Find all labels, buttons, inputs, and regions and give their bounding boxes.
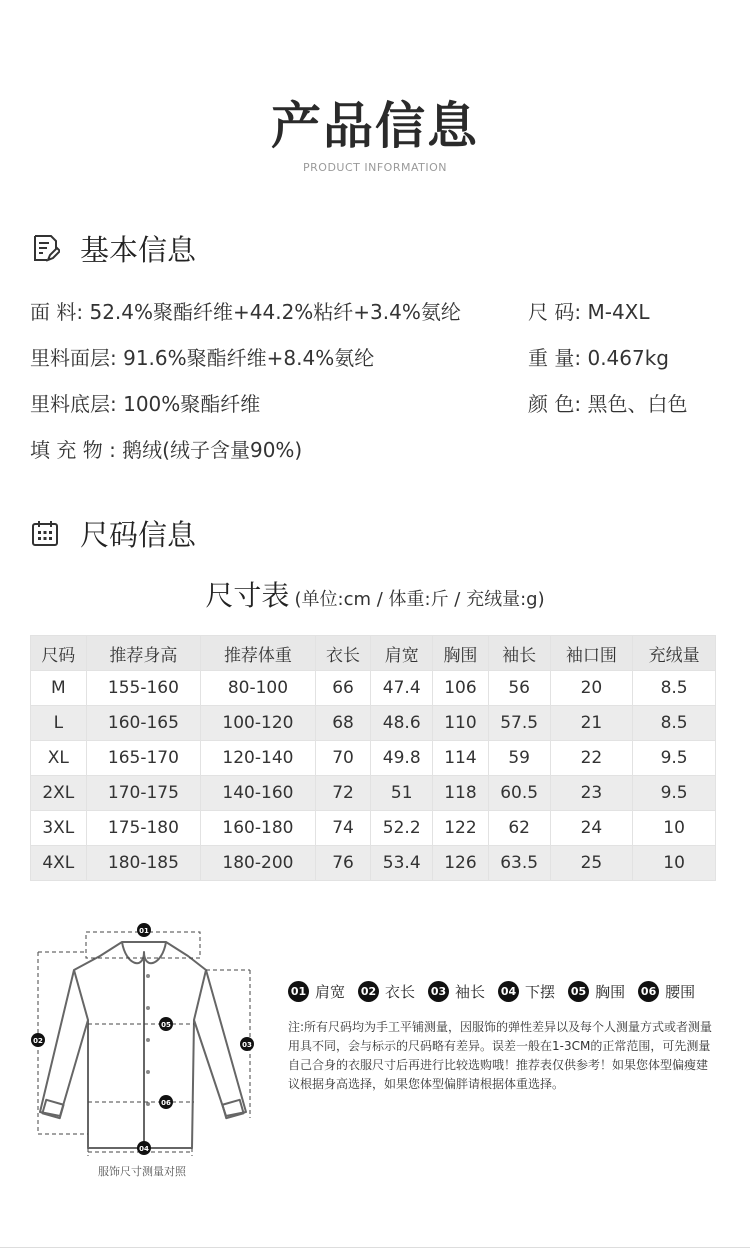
info-label: 尺 码: [528,300,582,324]
size-table-title [0,574,750,614]
table-cell: 48.6 [371,706,433,741]
svg-text:06: 06 [161,1099,171,1107]
table-cell: 8.5 [633,671,716,706]
table-cell: 57.5 [488,706,550,741]
table-cell: 10 [633,846,716,881]
legend-num: 06 [638,981,659,1002]
table-cell: 66 [315,671,371,706]
table-cell: 53.4 [371,846,433,881]
info-row-filling [30,434,302,463]
table-cell: 3XL [31,811,87,846]
legend-num: 02 [358,981,379,1002]
info-label: 面 料: [30,300,84,324]
svg-text:04: 04 [139,1145,149,1153]
table-header-cell: 胸围 [433,636,489,671]
table-row [31,811,716,846]
marker-05 [159,1017,173,1031]
table-cell: XL [31,741,87,776]
table-header-cell: 充绒量 [633,636,716,671]
size-info-heading [30,513,196,553]
marker-04 [137,1141,151,1155]
measure-legend [288,981,708,1002]
info-value: 0.467kg [587,346,670,370]
table-header-cell: 肩宽 [371,636,433,671]
table-row [31,846,716,881]
table-cell: 106 [433,671,489,706]
legend-label: 袖长 [455,983,486,1001]
table-cell: 52.2 [371,811,433,846]
table-cell: 47.4 [371,671,433,706]
info-row-size-range [528,296,650,325]
table-cell: 8.5 [633,706,716,741]
table-cell: 155-160 [86,671,201,706]
table-cell: 120-140 [201,741,316,776]
table-cell: 2XL [31,776,87,811]
marker-06 [159,1095,173,1109]
table-cell: 114 [433,741,489,776]
table-cell: 23 [550,776,633,811]
table-cell: 49.8 [371,741,433,776]
table-cell: 68 [315,706,371,741]
table-cell: 20 [550,671,633,706]
table-cell: 126 [433,846,489,881]
table-cell: 122 [433,811,489,846]
table-cell: 76 [315,846,371,881]
table-cell: 165-170 [86,741,201,776]
table-cell: 9.5 [633,776,716,811]
table-cell: 170-175 [86,776,201,811]
table-cell: 74 [315,811,371,846]
page-subtitle: PRODUCT INFORMATION [303,161,447,174]
table-cell: 60.5 [488,776,550,811]
table-cell: 24 [550,811,633,846]
svg-text:05: 05 [161,1021,171,1029]
info-value: 52.4%聚酯纤维+44.2%粘纤+3.4%氨纶 [89,300,461,324]
table-cell: 4XL [31,846,87,881]
size-table [30,635,716,881]
table-cell: 180-185 [86,846,201,881]
table-header-cell: 推荐身高 [86,636,201,671]
info-row-weight [528,342,669,371]
table-cell: L [31,706,87,741]
table-row [31,671,716,706]
legend-label: 下摆 [525,983,556,1001]
table-cell: 25 [550,846,633,881]
table-row [31,706,716,741]
table-cell: 110 [433,706,489,741]
svg-text:02: 02 [33,1037,43,1045]
info-row-color [528,388,687,417]
divider [0,1247,750,1248]
info-label: 里料面层: [30,346,117,370]
shirt-outline [40,942,246,1148]
info-row-fabric [30,296,461,325]
info-row-lining-top [30,342,374,371]
marker-01 [137,923,151,937]
table-header-cell: 袖口围 [550,636,633,671]
info-row-lining-bottom [30,388,260,417]
legend-num: 04 [498,981,519,1002]
table-cell: 56 [488,671,550,706]
table-cell: 118 [433,776,489,811]
table-cell: 100-120 [201,706,316,741]
size-table-title-text: 尺寸表 [205,579,290,612]
table-cell: 160-165 [86,706,201,741]
info-label: 重 量: [528,346,582,370]
table-cell: 62 [488,811,550,846]
info-label: 里料底层: [30,392,117,416]
info-value: 黑色、白色 [587,392,688,416]
info-value: 100%聚酯纤维 [123,392,261,416]
legend-label: 胸围 [595,983,626,1001]
table-header-cell: 尺码 [31,636,87,671]
legend-num: 01 [288,981,309,1002]
info-value: 91.6%聚酯纤维+8.4%氨纶 [123,346,375,370]
table-cell: 80-100 [201,671,316,706]
table-cell: 10 [633,811,716,846]
table-row [31,741,716,776]
table-header-cell: 衣长 [315,636,371,671]
info-label: 颜 色: [528,392,582,416]
measurement-note: 注:所有尺码均为手工平铺测量，因服饰的弹性差异以及每个人测量方式或者测量用具不同，会与标示的尺码略有差异。误差一般在1-3CM的正常范围，可先测量自己合身的衣服尺寸后再进行比较选购哦！推荐表仅供参考！如果您体型偏瘦建议根据身高选择，如果您体型偏胖请根据体重选择。 [288,1020,713,1091]
info-value: M-4XL [587,300,650,324]
table-cell: 9.5 [633,741,716,776]
table-cell: 160-180 [201,811,316,846]
svg-text:03: 03 [242,1041,252,1049]
table-header-row [31,636,716,671]
calendar-icon [30,518,60,548]
table-cell: 180-200 [201,846,316,881]
basic-info-title: 基本信息 [80,232,197,267]
garment-diagram [26,922,262,1162]
table-cell: 21 [550,706,633,741]
table-cell: 59 [488,741,550,776]
basic-info-heading [30,228,196,268]
table-header-cell: 推荐体重 [201,636,316,671]
legend-label: 衣长 [385,983,416,1001]
table-cell: 63.5 [488,846,550,881]
table-header-cell: 袖长 [488,636,550,671]
legend-num: 05 [568,981,589,1002]
table-cell: 51 [371,776,433,811]
legend-label: 腰围 [665,983,696,1001]
size-table-unit: (单位:cm / 体重:斤 / 充绒量:g) [294,589,545,610]
marker-02 [31,1033,45,1047]
table-cell: 140-160 [201,776,316,811]
table-cell: 70 [315,741,371,776]
marker-03 [240,1037,254,1051]
svg-text:01: 01 [139,927,149,935]
page-title: 产品信息 [271,97,479,155]
table-body [31,671,716,881]
legend-label: 肩宽 [315,983,346,1001]
document-edit-icon [30,233,60,263]
legend-num: 03 [428,981,449,1002]
table-cell: 72 [315,776,371,811]
diagram-caption: 服饰尺寸测量对照 [98,1165,186,1178]
info-value: 鹅绒(绒子含量90%) [122,438,303,462]
size-info-title: 尺码信息 [80,517,197,552]
info-label: 填 充 物 : [30,438,116,462]
table-cell: 22 [550,741,633,776]
table-row [31,776,716,811]
table-cell: 175-180 [86,811,201,846]
table-cell: M [31,671,87,706]
